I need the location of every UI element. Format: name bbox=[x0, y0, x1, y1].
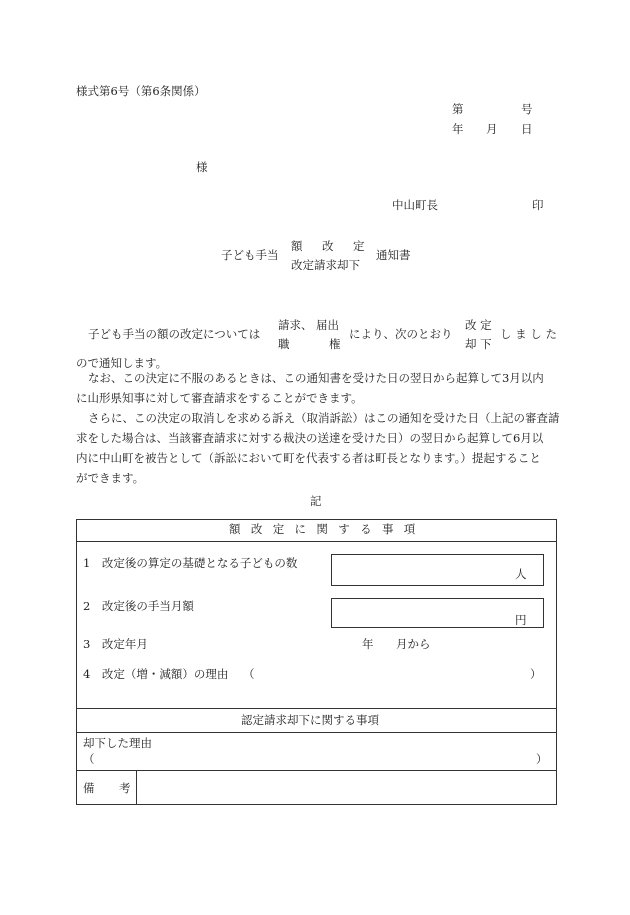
body-p1-choice-ex-officio-1: 職 bbox=[278, 337, 290, 351]
reject-reason-close-paren: ） bbox=[536, 752, 548, 766]
table-divider bbox=[76, 541, 557, 542]
body-p1-lead: 子ども手当の額の改定については bbox=[88, 327, 261, 341]
item-1-label: 1 改定後の算定の基礎となる子どもの数 bbox=[83, 556, 298, 570]
doc-number-prefix: 第 bbox=[452, 102, 464, 116]
reject-reason-open-paren: （ bbox=[83, 752, 95, 766]
item-1-field bbox=[331, 554, 544, 586]
remarks-divider bbox=[136, 770, 137, 805]
body-p3-line-2: 求をした場合は、当該審査請求に対する裁決の送達を受けた日）の翌日から起算して6月以 bbox=[76, 431, 544, 445]
doc-number-suffix: 号 bbox=[521, 102, 533, 116]
body-p1-middle: により、次のとおり bbox=[349, 327, 453, 341]
body-paragraph-2 bbox=[76, 368, 554, 408]
table-divider bbox=[76, 770, 557, 771]
section2-header: 認定請求却下に関する事項 bbox=[241, 713, 379, 727]
body-p1-choice-ex-officio-2: 権 bbox=[329, 337, 341, 351]
form-number: 様式第6号（第6条関係） bbox=[76, 84, 206, 98]
body-p2-line-1: なお、この決定に不服のあるときは、この通知書を受けた日の翌日から起算して3月以内 bbox=[88, 371, 544, 385]
title-suffix: 通知書 bbox=[376, 248, 411, 262]
date-year: 年 bbox=[452, 122, 464, 136]
section1-header: 額改定に関する事項 bbox=[229, 522, 426, 536]
item-1-unit: 人 bbox=[515, 567, 527, 581]
title-option-top-3: 定 bbox=[353, 239, 365, 253]
table-divider bbox=[76, 732, 557, 733]
item-2-unit: 円 bbox=[515, 613, 527, 627]
body-p1-end: し ま し た bbox=[500, 327, 557, 341]
item-4-open-paren: （ bbox=[243, 667, 255, 681]
item-3-label: 3 改定年月 bbox=[83, 637, 148, 651]
recipient-honorific: 様 bbox=[196, 160, 208, 174]
remarks-label-2: 考 bbox=[119, 781, 131, 795]
title-option-bottom: 改定請求却下 bbox=[291, 258, 360, 272]
item-4-close-paren: ） bbox=[530, 667, 542, 681]
table-divider bbox=[76, 708, 557, 709]
item-4-label: 4 改定（増・減額）の理由 bbox=[83, 667, 229, 681]
body-paragraph-3 bbox=[76, 408, 560, 488]
remarks-label-1: 備 bbox=[83, 781, 95, 795]
date-day: 日 bbox=[521, 122, 533, 136]
title-option-top-1: 額 bbox=[291, 239, 303, 253]
body-p1-choice-revise: 改 定 bbox=[465, 318, 492, 332]
item-3-year: 年 bbox=[362, 637, 374, 651]
body-p2-line-2: に山形県知事に対して審査請求をすることができます。 bbox=[76, 391, 363, 405]
title-option-top-2: 改 bbox=[322, 239, 334, 253]
body-p3-line-3: 内に中山町を被告として（訴訟において町を代表する者は町長となります。）提起すること bbox=[76, 451, 541, 465]
item-3-month-from: 月から bbox=[396, 637, 431, 651]
body-p3-line-4: ができます。 bbox=[76, 471, 145, 485]
body-p1-line2: ので通知します。 bbox=[76, 356, 168, 370]
body-p1-choice-notice: 届出 bbox=[316, 318, 339, 332]
title-prefix: 子ども手当 bbox=[221, 248, 279, 262]
record-mark: 記 bbox=[310, 494, 322, 508]
issuer-name: 中山町長 bbox=[392, 198, 438, 212]
body-p3-line-1: さらに、この決定の取消しを求める訴え（取消訴訟）はこの通知を受けた日（上記の審査請 bbox=[88, 411, 560, 425]
item-2-field bbox=[331, 598, 544, 628]
body-p1-choice-request: 請求、 bbox=[278, 318, 313, 332]
issuer-seal: 印 bbox=[532, 198, 544, 212]
item-2-label: 2 改定後の手当月額 bbox=[83, 599, 194, 613]
body-p1-choice-reject: 却 下 bbox=[465, 337, 492, 351]
date-month: 月 bbox=[486, 122, 498, 136]
reject-reason-label: 却下した理由 bbox=[83, 736, 152, 750]
